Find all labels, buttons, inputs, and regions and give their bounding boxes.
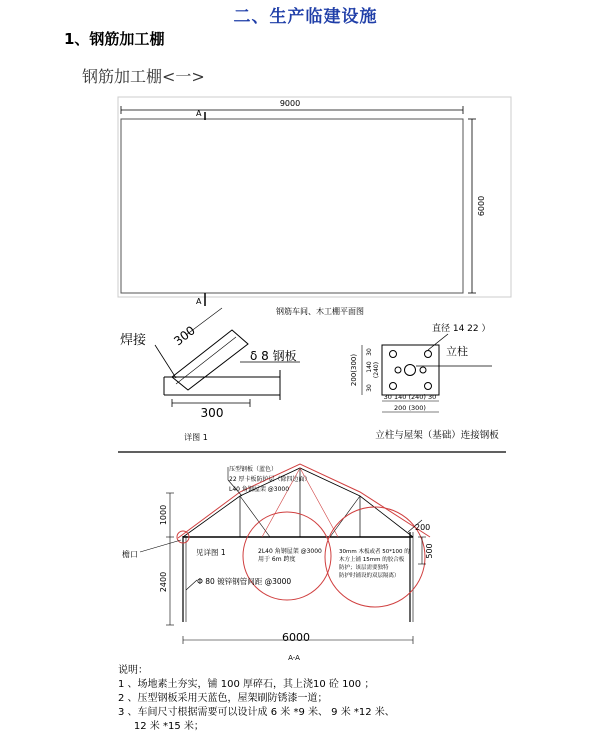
notes-line-3: 3 、车间尺寸根据需要可以设计成 6 米 *9 米、 9 米 *12 米、 xyxy=(118,707,395,718)
notes-line-4: 12 米 *15 米； xyxy=(118,721,204,732)
eave-label: 檐口 xyxy=(122,550,138,559)
right-note-2: 木方上铺 15mm 的胶合板 xyxy=(339,557,405,563)
dim-500: 500 xyxy=(425,543,434,559)
plate-dim-left-b: 140 xyxy=(366,361,373,373)
section-caption: A-A xyxy=(288,654,300,662)
right-note-1: 30mm 木板或者 50*100 的 xyxy=(339,549,410,555)
plate-dim-left-c: (240) xyxy=(373,361,380,379)
truss-note-2: 用于 6m 跨度 xyxy=(258,556,296,563)
dim-1000: 1000 xyxy=(159,504,168,526)
roof-note: 压型钢板（蓝色） xyxy=(229,466,278,473)
column-label: 立柱 xyxy=(446,345,468,358)
insul-note: 22 厚卡板防护层（除四边面） xyxy=(229,476,311,483)
plan-caption: 钢筋车间、木工棚平面图 xyxy=(276,307,364,316)
section-mark-bottom: A xyxy=(196,297,202,306)
detail-ref: 见详图 1 xyxy=(196,548,226,557)
detail-caption: 详图 1 xyxy=(184,433,208,442)
plate-caption: 立柱与屋架（基础）连接钢板 xyxy=(375,430,499,441)
plan-height-dim: 6000 xyxy=(477,195,486,217)
right-note-4: 防护时铺设的双层隔离） xyxy=(339,573,400,579)
figure-caption: 钢筋加工棚<一> xyxy=(82,67,205,86)
dim-6000: 6000 xyxy=(282,631,310,644)
weld-diag-dim: 300 xyxy=(171,323,198,349)
weld-label: 焊接 xyxy=(120,333,147,348)
plate-dim-left-outer: 200(300) xyxy=(350,353,358,387)
section-mark-top: A xyxy=(196,109,202,118)
pipe-label: Φ 80 镀锌钢管间距 @3000 xyxy=(197,577,292,586)
right-note-3: 防护；该层需要独特 xyxy=(339,565,389,571)
plate-dim-left-a: 30 xyxy=(366,348,373,356)
plate-label: δ 8 钢板 xyxy=(250,349,297,363)
plan-width-dim: 9000 xyxy=(279,99,301,108)
dim-200: 200 xyxy=(415,523,431,532)
notes-line-2: 2 、压型钢板采用天蓝色，屋架刷防锈漆一道； xyxy=(118,693,328,704)
plate-dim-bottom-outer: 200 (300) xyxy=(394,404,426,412)
notes-heading: 说明： xyxy=(118,665,148,676)
subsection-title: 1、钢筋加工棚 xyxy=(64,30,165,48)
purlin-note: L40 角钢屋架 @3000 xyxy=(229,486,290,493)
truss-note-1: 2L40 角钢屋架 @3000 xyxy=(258,548,322,555)
weld-bottom-dim: 300 xyxy=(200,406,224,420)
plate-dim-left-d: 30 xyxy=(366,384,373,392)
plan-view xyxy=(118,97,511,306)
diameter-label: 直径 14 22 ） xyxy=(432,324,491,334)
notes-line-1: 1 、场地素土夯实，铺 100 厚碎石，其上浇10 砼 100 ； xyxy=(118,679,375,690)
notes-block xyxy=(118,664,395,734)
plate-dim-bottom-inner: 30 140 (240) 30 xyxy=(383,393,437,401)
dim-2400: 2400 xyxy=(159,571,168,593)
section-title: 二、生产临建设施 xyxy=(233,7,378,27)
